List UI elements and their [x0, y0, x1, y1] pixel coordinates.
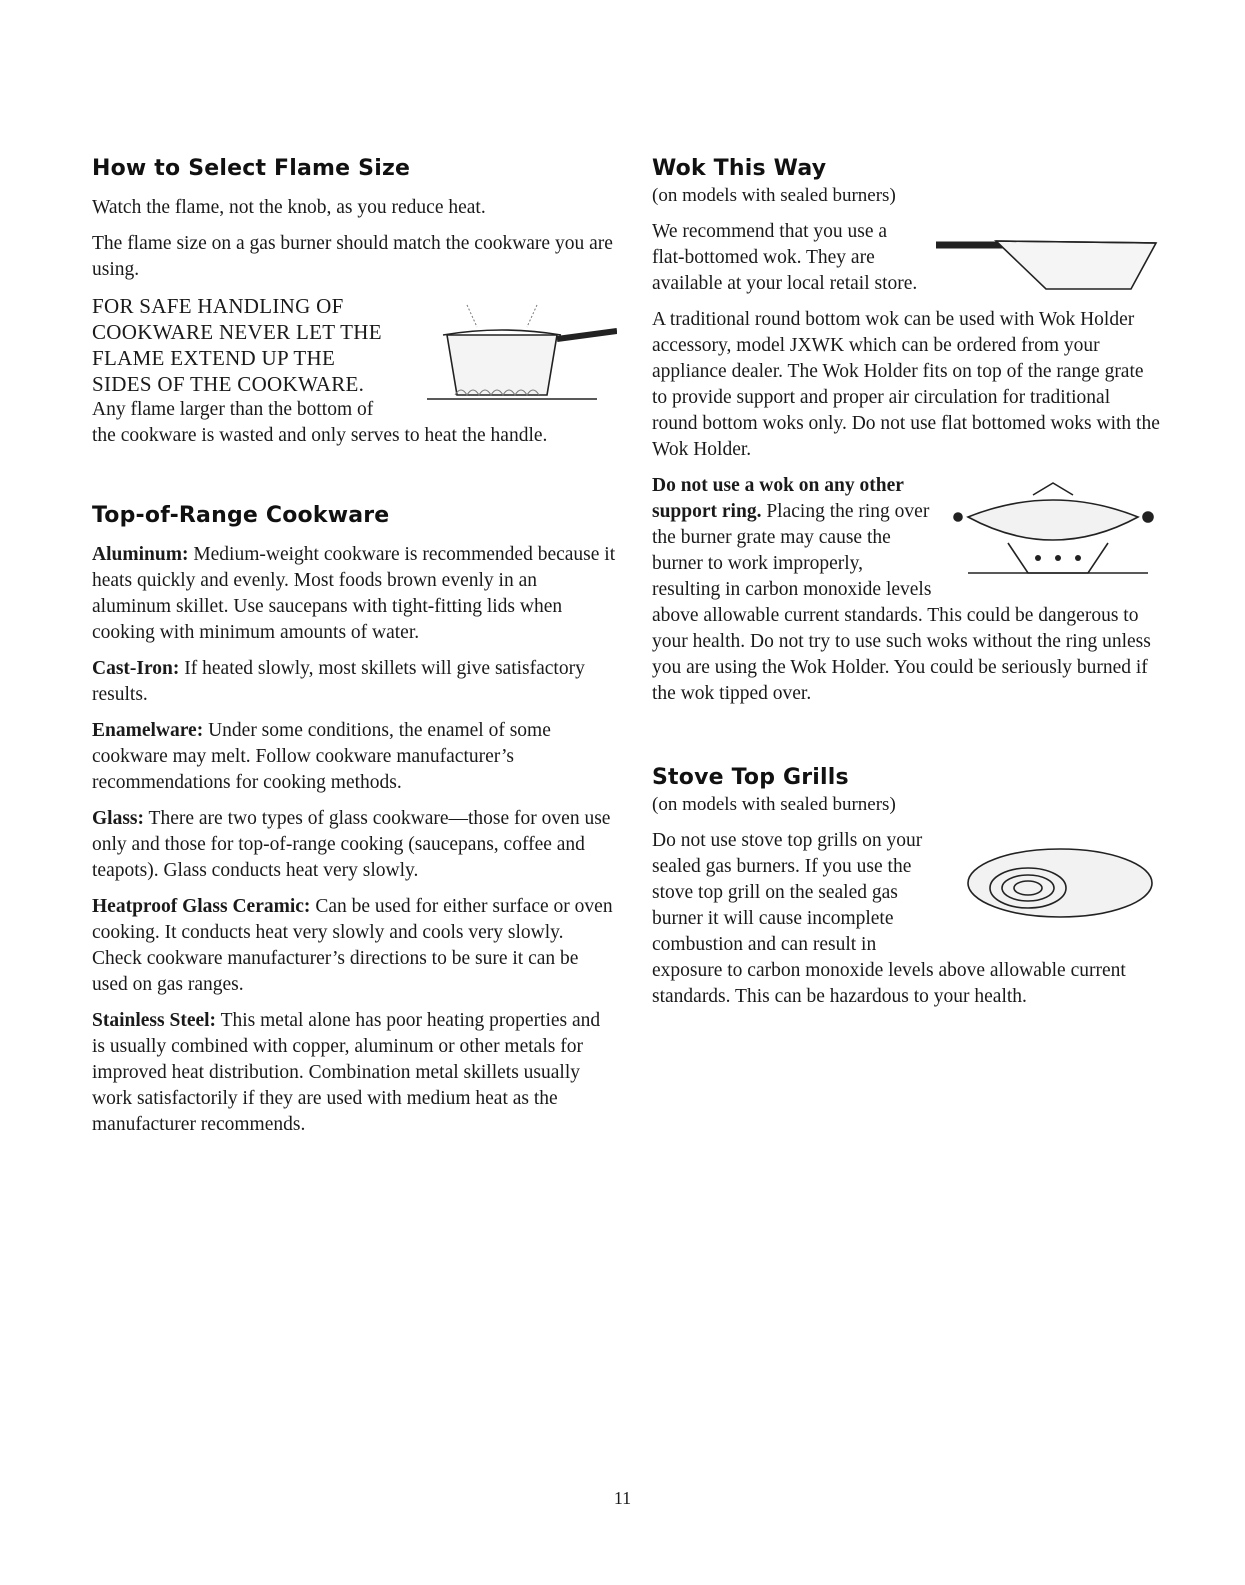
- grills-para: Do not use stove top grills on your sealed gas burners. If you use the stove top grill on the sealed gas burner it will cause incomplete combustion and can result in exposure to carbon monoxide levels above allowable current standards. This can be hazardous to your health.: [652, 830, 1126, 1007]
- wok-subtitle: (on models with sealed burners): [652, 185, 896, 206]
- wok-warning: Do not use a wok on any other support ring. Placing the ring over the burner grate may cause the burner to work improperly, resulting in carbon monoxide levels above allowable current standards. This could be dangerous to your health. Do not try to use such woks without the ring unless you are using the Wok Holder. You could be seriously burned if the wok tipped over.: [652, 475, 1151, 704]
- cookware-item-aluminum: Aluminum: Medium-weight cookware is recommended because it heats quickly and evenly. Most foods brown evenly in an aluminum skillet. Use saucepans with tight-fitting lids when cooking with minimum amounts of water.: [92, 544, 616, 643]
- flame-size-heading: How to Select Flame Size: [92, 156, 411, 181]
- flame-caps-tail: Any flame larger than the bottom of the cookware is wasted and only serves to heat the handle.: [92, 399, 548, 446]
- cookware-item-glass: Glass: There are two types of glass cookware—those for oven use only and those for top-of-range cooking (saucepans, coffee and teapots). Glass conducts heat very slowly.: [92, 808, 611, 881]
- grills-block: [652, 828, 1160, 1010]
- flame-caps-warning: FOR SAFE HANDLING OF COOKWARE NEVER LET THE FLAME EXTEND UP THE SIDES OF THE COOKWARE.: [92, 294, 382, 396]
- left-column: [92, 156, 617, 1148]
- cookware-item-stainless-steel: Stainless Steel: This metal alone has poor heating properties and is usually combined with copper, aluminum or other metals for improved heat distribution. Combination metal skillets usually work satisfactorily if they are used with medium heat as the manufacturer recommends.: [92, 1010, 601, 1135]
- cookware-item-enamelware: Enamelware: Under some conditions, the enamel of some cookware may melt. Follow cookware manufacturer’s recommendations for cooking methods.: [92, 720, 551, 793]
- cookware-heading: Top-of-Range Cookware: [92, 503, 390, 528]
- flame-para-1: Watch the flame, not the knob, as you reduce heat.: [92, 197, 486, 218]
- grills-subtitle: (on models with sealed burners): [652, 794, 896, 815]
- page-number: 11: [613, 1488, 632, 1508]
- wok-recommend-block: [652, 219, 1160, 297]
- wok-para-2: A traditional round bottom wok can be used with Wok Holder accessory, model JXWK which can be ordered from your appliance dealer. The Wok Holder fits on top of the range grate to provide support and proper air circulation for traditional round bottom woks only. Do not use flat bottomed woks with the Wok Holder.: [652, 309, 1160, 460]
- flat-bottom-wok-icon: [926, 219, 1166, 299]
- flame-warning-block: [92, 293, 617, 449]
- grills-heading: Stove Top Grills: [652, 765, 849, 790]
- stove-top-grill-icon: [960, 828, 1160, 938]
- wok-para-1: We recommend that you use a flat-bottomed wok. They are available at your local retail store.: [652, 221, 918, 294]
- cookware-item-cast-iron: Cast-Iron: If heated slowly, most skillets will give satisfactory results.: [92, 658, 585, 705]
- flame-para-2: The flame size on a gas burner should match the cookware you are using.: [92, 233, 613, 280]
- cookware-item-glass-ceramic: Heatproof Glass Ceramic: Can be used for either surface or oven cooking. It conducts heat very slowly and cools very slowly. Check cookware manufacturer’s directions to be sure it can be used on gas ranges.: [92, 896, 613, 995]
- saucepan-flame-icon: [407, 295, 617, 405]
- right-column: [652, 156, 1160, 1020]
- wok-warning-block: [652, 473, 1160, 707]
- wok-heading: Wok This Way: [652, 156, 827, 181]
- wok-on-ring-icon: [938, 473, 1168, 583]
